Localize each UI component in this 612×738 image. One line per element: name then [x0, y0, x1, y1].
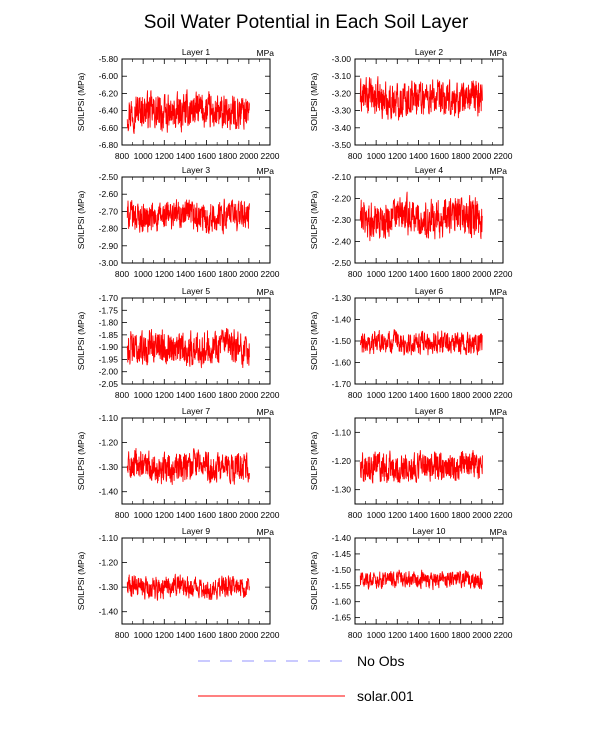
panel-title: Layer 3	[181, 165, 211, 175]
panel-units: MPa	[256, 48, 274, 58]
y-tick-label: -1.85	[98, 329, 118, 340]
x-tick-label: 2200	[260, 151, 280, 161]
panel-title: Layer 7	[181, 406, 211, 416]
series-line-solar	[360, 77, 482, 121]
y-tick-label: -1.95	[98, 354, 118, 365]
x-tick-label: 2200	[260, 630, 280, 640]
x-tick-label: 1600	[197, 151, 217, 161]
y-tick-label: -1.90	[98, 342, 118, 353]
y-tick-label: -2.60	[98, 189, 118, 200]
y-tick-label: -1.30	[331, 484, 351, 495]
x-tick-label: 2200	[493, 269, 513, 279]
x-tick-label: 1400	[408, 151, 428, 161]
x-tick-label: 1600	[197, 269, 217, 279]
y-axis-label: SOILPSI (MPa)	[309, 190, 319, 250]
x-tick-label: 2000	[239, 269, 259, 279]
y-tick-label: -1.70	[98, 293, 118, 303]
series-line-solar	[127, 199, 249, 234]
y-tick-label: -1.60	[331, 357, 351, 368]
x-tick-label: 1000	[133, 390, 153, 400]
series-line-solar	[360, 570, 482, 590]
panel-title: Layer 4	[414, 165, 444, 175]
y-tick-label: -2.40	[331, 236, 351, 247]
y-tick-label: -1.30	[98, 582, 118, 593]
x-tick-label: 800	[114, 269, 130, 279]
series-line-solar	[127, 448, 249, 484]
x-tick-label: 1200	[387, 510, 407, 520]
y-tick-label: -2.30	[331, 215, 351, 225]
x-tick-label: 1200	[154, 630, 174, 640]
y-axis-label: SOILPSI (MPa)	[309, 551, 319, 611]
y-tick-label: -1.20	[98, 437, 118, 448]
x-tick-label: 1600	[197, 510, 217, 520]
y-tick-label: -3.00	[98, 258, 118, 268]
series-line-solar	[127, 574, 249, 600]
y-tick-label: -2.90	[98, 240, 118, 251]
x-tick-label: 2000	[239, 630, 259, 640]
y-tick-label: -2.20	[331, 193, 351, 204]
x-tick-label: 1800	[218, 630, 238, 640]
x-tick-label: 1600	[430, 630, 450, 640]
panel-layer-2	[309, 47, 513, 161]
x-tick-label: 1800	[451, 269, 471, 279]
y-tick-label: -2.80	[98, 223, 118, 234]
x-tick-label: 1400	[175, 630, 195, 640]
y-tick-label: -1.75	[98, 305, 118, 316]
y-tick-label: -1.70	[331, 379, 351, 389]
panel-units: MPa	[489, 287, 507, 297]
x-tick-label: 1000	[133, 151, 153, 161]
x-tick-label: 2000	[239, 510, 259, 520]
x-tick-label: 1600	[430, 151, 450, 161]
x-tick-label: 1800	[218, 510, 238, 520]
y-axis-label: SOILPSI (MPa)	[76, 72, 86, 132]
y-tick-label: -1.50	[331, 564, 351, 575]
y-tick-label: -5.80	[98, 54, 118, 64]
x-tick-label: 2200	[493, 510, 513, 520]
panel-units: MPa	[489, 166, 507, 176]
y-tick-label: -1.40	[98, 606, 118, 617]
y-axis-label: SOILPSI (MPa)	[76, 431, 86, 491]
y-axis-label: SOILPSI (MPa)	[309, 72, 319, 132]
x-tick-label: 1800	[451, 151, 471, 161]
panel-title: Layer 6	[414, 286, 444, 296]
y-tick-label: -3.50	[331, 140, 351, 150]
x-tick-label: 800	[114, 630, 130, 640]
panel-layer-9	[76, 526, 280, 640]
series-line-solar	[127, 90, 249, 134]
panel-layer-4	[309, 165, 513, 279]
x-tick-label: 2000	[472, 390, 492, 400]
y-tick-label: -1.20	[98, 557, 118, 568]
y-tick-label: -6.60	[98, 122, 118, 133]
x-tick-label: 1800	[451, 390, 471, 400]
x-tick-label: 1400	[175, 269, 195, 279]
x-tick-label: 1400	[408, 630, 428, 640]
panel-layer-6	[309, 286, 513, 400]
x-tick-label: 1200	[154, 390, 174, 400]
y-tick-label: -1.40	[98, 486, 118, 497]
y-tick-label: -1.20	[331, 456, 351, 466]
y-tick-label: -1.10	[98, 413, 118, 423]
x-tick-label: 2000	[472, 630, 492, 640]
y-tick-label: -6.00	[98, 71, 118, 82]
y-axis-label: SOILPSI (MPa)	[309, 431, 319, 491]
y-tick-label: -1.10	[98, 533, 118, 543]
x-tick-label: 2200	[493, 630, 513, 640]
x-tick-label: 1400	[175, 510, 195, 520]
y-tick-label: -1.65	[331, 612, 351, 623]
x-tick-label: 1200	[154, 151, 174, 161]
x-tick-label: 2200	[260, 390, 280, 400]
x-tick-label: 1200	[387, 630, 407, 640]
y-tick-label: -1.40	[331, 314, 351, 325]
x-tick-label: 1000	[366, 390, 386, 400]
x-tick-label: 2200	[260, 510, 280, 520]
panels	[76, 47, 513, 640]
panel-units: MPa	[256, 287, 274, 297]
y-tick-label: -1.45	[331, 548, 351, 559]
panel-units: MPa	[489, 407, 507, 417]
panel-units: MPa	[489, 527, 507, 537]
x-tick-label: 2200	[493, 390, 513, 400]
panel-layer-10	[309, 526, 513, 640]
panel-layer-1	[76, 47, 280, 161]
panel-layer-7	[76, 406, 280, 520]
x-tick-label: 1000	[366, 151, 386, 161]
x-tick-label: 1000	[133, 510, 153, 520]
x-tick-label: 1200	[154, 510, 174, 520]
y-tick-label: -2.70	[98, 206, 118, 217]
x-tick-label: 1600	[197, 630, 217, 640]
panel-title: Layer 8	[414, 406, 444, 416]
x-tick-label: 1400	[175, 151, 195, 161]
x-tick-label: 800	[347, 151, 363, 161]
y-axis-label: SOILPSI (MPa)	[76, 190, 86, 250]
y-tick-label: -1.10	[331, 427, 351, 438]
x-tick-label: 1000	[366, 630, 386, 640]
panel-units: MPa	[256, 166, 274, 176]
y-tick-label: -3.30	[331, 105, 351, 116]
panel-title: Layer 9	[181, 526, 211, 536]
x-tick-label: 2000	[239, 390, 259, 400]
series-line-solar	[360, 192, 482, 241]
x-tick-label: 1600	[197, 390, 217, 400]
x-tick-label: 2000	[472, 510, 492, 520]
y-tick-label: -2.50	[98, 172, 118, 182]
legend	[198, 653, 414, 704]
y-tick-label: -2.50	[331, 258, 351, 268]
x-tick-label: 1600	[430, 510, 450, 520]
y-tick-label: -1.30	[331, 293, 351, 303]
x-tick-label: 800	[347, 630, 363, 640]
x-tick-label: 1200	[154, 269, 174, 279]
y-tick-label: -1.55	[331, 580, 351, 591]
x-tick-label: 2000	[472, 269, 492, 279]
x-tick-label: 800	[114, 151, 130, 161]
x-tick-label: 1400	[408, 510, 428, 520]
panel-layer-3	[76, 165, 280, 279]
series-line-solar	[360, 330, 482, 356]
x-tick-label: 800	[347, 510, 363, 520]
y-tick-label: -3.40	[331, 122, 351, 133]
y-tick-label: -6.80	[98, 140, 118, 150]
x-tick-label: 1800	[218, 269, 238, 279]
x-tick-label: 1800	[451, 630, 471, 640]
y-tick-label: -6.20	[98, 88, 118, 99]
y-tick-label: -3.10	[331, 71, 351, 82]
figure-title: Soil Water Potential in Each Soil Layer	[143, 12, 469, 33]
legend-label-no-obs: No Obs	[357, 653, 405, 669]
x-tick-label: 1600	[430, 390, 450, 400]
panel-layer-8	[309, 406, 513, 520]
y-tick-label: -1.30	[98, 462, 118, 473]
x-tick-label: 1200	[387, 151, 407, 161]
y-tick-label: -6.40	[98, 105, 118, 116]
x-tick-label: 800	[347, 390, 363, 400]
x-tick-label: 2000	[239, 151, 259, 161]
x-tick-label: 1200	[387, 269, 407, 279]
x-tick-label: 800	[347, 269, 363, 279]
x-tick-label: 1600	[430, 269, 450, 279]
y-tick-label: -1.40	[331, 533, 351, 543]
y-axis-label: SOILPSI (MPa)	[76, 551, 86, 611]
x-tick-label: 2000	[472, 151, 492, 161]
y-axis-label: SOILPSI (MPa)	[76, 311, 86, 371]
x-tick-label: 1000	[133, 630, 153, 640]
y-tick-label: -1.50	[331, 336, 351, 346]
x-tick-label: 1000	[366, 510, 386, 520]
y-tick-label: -1.80	[98, 317, 118, 328]
panel-title: Layer 10	[412, 526, 446, 536]
y-tick-label: -2.10	[331, 172, 351, 182]
x-tick-label: 1800	[218, 151, 238, 161]
panel-title: Layer 1	[181, 47, 211, 57]
panel-units: MPa	[489, 48, 507, 58]
x-tick-label: 1000	[133, 269, 153, 279]
panel-title: Layer 5	[181, 286, 211, 296]
panel-layer-5	[76, 286, 280, 400]
y-tick-label: -3.00	[331, 54, 351, 64]
panel-units: MPa	[256, 527, 274, 537]
x-tick-label: 2200	[493, 151, 513, 161]
y-axis-label: SOILPSI (MPa)	[309, 311, 319, 371]
x-tick-label: 800	[114, 390, 130, 400]
y-tick-label: -2.05	[98, 379, 118, 389]
x-tick-label: 1400	[408, 390, 428, 400]
y-tick-label: -3.20	[331, 88, 351, 99]
legend-label-solar: solar.001	[357, 688, 414, 704]
x-tick-label: 2200	[260, 269, 280, 279]
x-tick-label: 1400	[408, 269, 428, 279]
y-tick-label: -1.60	[331, 596, 351, 607]
x-tick-label: 1000	[366, 269, 386, 279]
x-tick-label: 1800	[451, 510, 471, 520]
x-tick-label: 1400	[175, 390, 195, 400]
x-tick-label: 800	[114, 510, 130, 520]
panel-title: Layer 2	[414, 47, 444, 57]
series-line-solar	[360, 451, 482, 484]
x-tick-label: 1800	[218, 390, 238, 400]
panel-units: MPa	[256, 407, 274, 417]
y-tick-label: -2.00	[98, 366, 118, 377]
series-line-solar	[127, 328, 249, 367]
x-tick-label: 1200	[387, 390, 407, 400]
